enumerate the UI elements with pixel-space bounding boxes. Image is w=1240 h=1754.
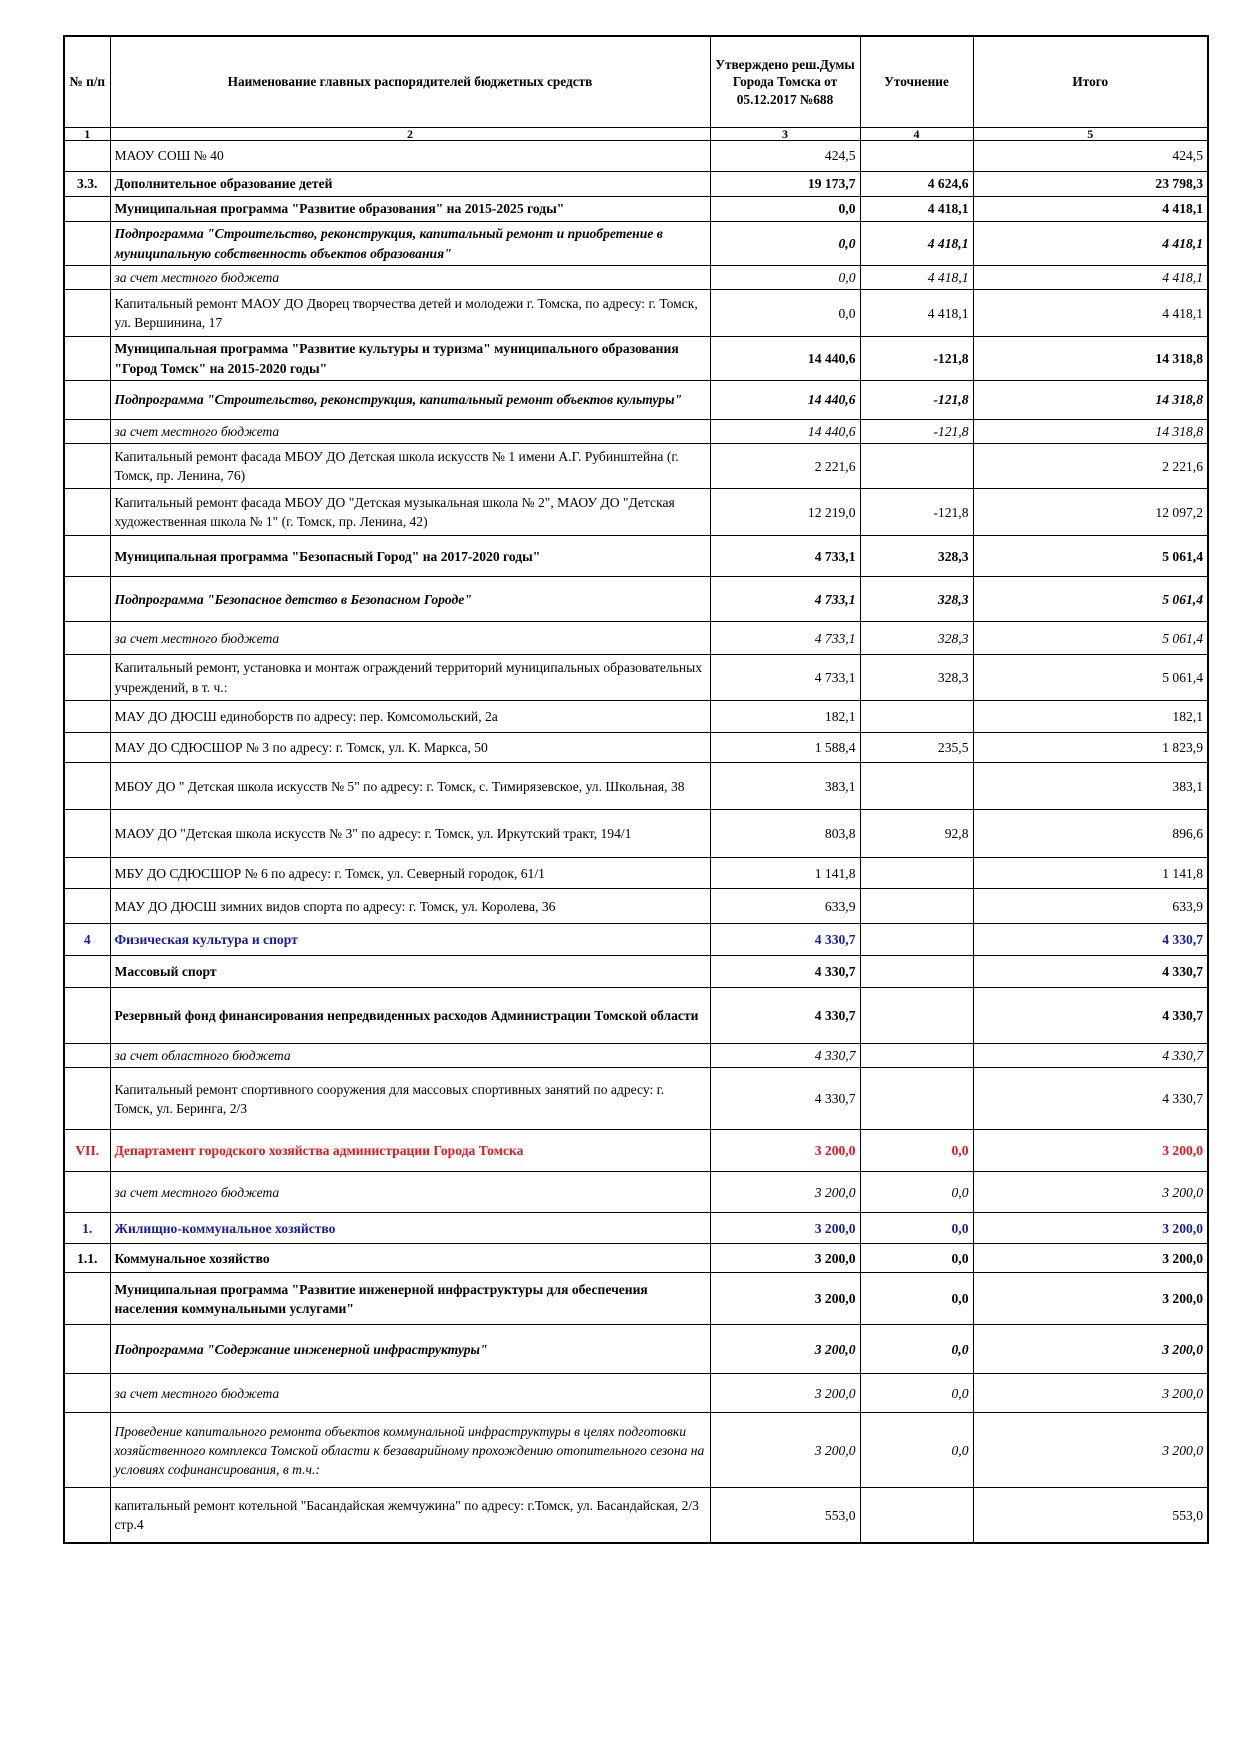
table-row [64,222,1208,266]
row-refinement-cell [860,858,973,889]
row-approved-cell: 14 440,6 [710,380,860,419]
row-total-cell: 3 200,0 [973,1325,1208,1374]
table-row [64,1172,1208,1213]
row-refinement-cell [860,1068,973,1130]
row-total-cell: 3 200,0 [973,1413,1208,1488]
row-approved-cell: 3 200,0 [710,1325,860,1374]
row-name-cell: Капитальный ремонт спортивного сооружения для массовых спортивных занятий по адресу: г. Томск, ул. Беринга, 2/3 [110,1068,710,1130]
row-approved-cell: 14 440,6 [710,419,860,443]
table-row [64,1130,1208,1172]
table-row [64,858,1208,889]
row-total-cell: 896,6 [973,810,1208,858]
row-refinement-cell: 0,0 [860,1213,973,1244]
table-row [64,1374,1208,1413]
table-row [64,1244,1208,1273]
row-refinement-cell [860,763,973,810]
row-total-cell: 2 221,6 [973,444,1208,489]
row-total-cell: 553,0 [973,1488,1208,1543]
row-refinement-cell: -121,8 [860,380,973,419]
row-total-cell: 3 200,0 [973,1273,1208,1325]
row-approved-cell: 2 221,6 [710,444,860,489]
row-num-cell [64,266,110,290]
row-num-cell: VII. [64,1130,110,1172]
row-num-cell [64,858,110,889]
row-total-cell: 633,9 [973,889,1208,924]
row-name-cell: Подпрограмма "Безопасное детство в Безопасном Городе" [110,577,710,622]
row-name-cell: за счет местного бюджета [110,419,710,443]
row-approved-cell: 633,9 [710,889,860,924]
row-name-cell: Подпрограмма "Строительство, реконструкция, капитальный ремонт и приобретение в муниципальную собственность объектов образования" [110,222,710,266]
row-name-cell: капитальный ремонт котельной "Басандайская жемчужина" по адресу: г.Томск, ул. Басандайская, 2/3 стр.4 [110,1488,710,1543]
row-num-cell [64,489,110,536]
row-approved-cell: 4 330,7 [710,924,860,956]
row-approved-cell: 424,5 [710,141,860,172]
row-total-cell: 4 330,7 [973,1068,1208,1130]
row-total-cell: 1 823,9 [973,733,1208,763]
row-total-cell: 4 418,1 [973,197,1208,222]
row-name-cell: Капитальный ремонт фасада МБОУ ДО "Детская музыкальная школа № 2", МАОУ ДО "Детская художественная школа № 1" (г. Томск, пр. Ленина, 42) [110,489,710,536]
row-num-cell [64,1044,110,1068]
row-name-cell: МАОУ СОШ № 40 [110,141,710,172]
row-num-cell [64,763,110,810]
table-row [64,536,1208,577]
row-refinement-cell [860,924,973,956]
table-row [64,419,1208,443]
budget-table [63,35,1209,1544]
table-row [64,1488,1208,1543]
row-name-cell: Муниципальная программа "Безопасный Город" на 2017-2020 годы" [110,536,710,577]
row-total-cell: 3 200,0 [973,1374,1208,1413]
row-refinement-cell [860,1044,973,1068]
row-approved-cell: 3 200,0 [710,1273,860,1325]
row-name-cell: Капитальный ремонт МАОУ ДО Дворец творчества детей и молодежи г. Томска, по адресу: г. Томск, ул. Вершинина, 17 [110,290,710,337]
row-num-cell: 1. [64,1213,110,1244]
table-row [64,889,1208,924]
row-refinement-cell: 235,5 [860,733,973,763]
row-approved-cell: 14 440,6 [710,337,860,381]
row-num-cell [64,1273,110,1325]
table-row [64,956,1208,988]
row-refinement-cell: 92,8 [860,810,973,858]
row-approved-cell: 4 330,7 [710,956,860,988]
row-refinement-cell: 0,0 [860,1413,973,1488]
row-num-cell [64,1488,110,1543]
row-name-cell: за счет местного бюджета [110,266,710,290]
table-row [64,197,1208,222]
table-row [64,701,1208,733]
row-name-cell: за счет местного бюджета [110,1172,710,1213]
table-row [64,577,1208,622]
row-approved-cell: 12 219,0 [710,489,860,536]
row-name-cell: Капитальный ремонт фасада МБОУ ДО Детская школа искусств № 1 имени А.Г. Рубинштейна (г. Томск, пр. Ленина, 76) [110,444,710,489]
row-approved-cell: 3 200,0 [710,1413,860,1488]
row-refinement-cell [860,956,973,988]
row-refinement-cell: 0,0 [860,1172,973,1213]
row-approved-cell: 3 200,0 [710,1244,860,1273]
row-name-cell: МАУ ДО СДЮСШОР № 3 по адресу: г. Томск, ул. К. Маркса, 50 [110,733,710,763]
table-row [64,1413,1208,1488]
row-num-cell [64,655,110,701]
table-row [64,622,1208,655]
row-refinement-cell [860,889,973,924]
col-number: 4 [860,128,973,141]
row-total-cell: 3 200,0 [973,1172,1208,1213]
table-row [64,733,1208,763]
row-approved-cell: 4 733,1 [710,622,860,655]
row-name-cell: Капитальный ремонт, установка и монтаж ограждений территорий муниципальных образовательных учреждений, в т. ч.: [110,655,710,701]
row-total-cell: 23 798,3 [973,172,1208,197]
row-approved-cell: 19 173,7 [710,172,860,197]
row-name-cell: МБОУ ДО " Детская школа искусств № 5" по адресу: г. Томск, с. Тимирязевское, ул. Школьная, 38 [110,763,710,810]
column-numbers-row [64,128,1208,141]
row-refinement-cell: 328,3 [860,622,973,655]
row-refinement-cell: 328,3 [860,655,973,701]
header-name: Наименование главных распорядителей бюджетных средств [110,36,710,128]
table-row [64,988,1208,1044]
row-refinement-cell: -121,8 [860,489,973,536]
col-number: 1 [64,128,110,141]
row-name-cell: МАУ ДО ДЮСШ зимних видов спорта по адресу: г. Томск, ул. Королева, 36 [110,889,710,924]
row-num-cell [64,222,110,266]
row-num-cell: 1.1. [64,1244,110,1273]
row-total-cell: 4 330,7 [973,1044,1208,1068]
row-approved-cell: 3 200,0 [710,1374,860,1413]
row-approved-cell: 0,0 [710,222,860,266]
table-row [64,810,1208,858]
row-num-cell [64,956,110,988]
row-total-cell: 5 061,4 [973,655,1208,701]
row-total-cell: 3 200,0 [973,1244,1208,1273]
row-total-cell: 4 330,7 [973,956,1208,988]
row-name-cell: за счет местного бюджета [110,622,710,655]
table-row [64,1273,1208,1325]
row-total-cell: 4 418,1 [973,266,1208,290]
row-approved-cell: 4 733,1 [710,577,860,622]
table-row [64,266,1208,290]
row-approved-cell: 383,1 [710,763,860,810]
table-header-row [64,36,1208,128]
row-num-cell [64,419,110,443]
table-row [64,1325,1208,1374]
row-approved-cell: 4 330,7 [710,988,860,1044]
row-total-cell: 424,5 [973,141,1208,172]
col-number: 5 [973,128,1208,141]
row-name-cell: Резервный фонд финансирования непредвиденных расходов Администрации Томской области [110,988,710,1044]
row-refinement-cell: 0,0 [860,1244,973,1273]
row-total-cell: 12 097,2 [973,489,1208,536]
row-num-cell: 3.3. [64,172,110,197]
row-num-cell [64,290,110,337]
row-total-cell: 4 418,1 [973,222,1208,266]
row-total-cell: 3 200,0 [973,1130,1208,1172]
row-approved-cell: 0,0 [710,266,860,290]
table-row [64,1213,1208,1244]
row-name-cell: Муниципальная программа "Развитие образования" на 2015-2025 годы" [110,197,710,222]
row-name-cell: за счет местного бюджета [110,1374,710,1413]
table-row [64,337,1208,381]
row-approved-cell: 553,0 [710,1488,860,1543]
row-refinement-cell: 328,3 [860,536,973,577]
row-name-cell: МАОУ ДО "Детская школа искусств № 3" по адресу: г. Томск, ул. Иркутский тракт, 194/1 [110,810,710,858]
row-approved-cell: 3 200,0 [710,1130,860,1172]
header-approved: Утверждено реш.Думы Города Томска от 05.12.2017 №688 [710,36,860,128]
row-num-cell [64,577,110,622]
row-name-cell: Массовый спорт [110,956,710,988]
table-row [64,290,1208,337]
row-approved-cell: 1 141,8 [710,858,860,889]
row-approved-cell: 0,0 [710,197,860,222]
row-refinement-cell: 4 624,6 [860,172,973,197]
row-total-cell: 4 418,1 [973,290,1208,337]
row-name-cell: Жилищно-коммунальное хозяйство [110,1213,710,1244]
row-refinement-cell: -121,8 [860,337,973,381]
row-approved-cell: 803,8 [710,810,860,858]
row-refinement-cell: 0,0 [860,1325,973,1374]
row-num-cell [64,810,110,858]
row-total-cell: 4 330,7 [973,924,1208,956]
row-total-cell: 383,1 [973,763,1208,810]
row-refinement-cell: 4 418,1 [860,197,973,222]
row-name-cell: Коммунальное хозяйство [110,1244,710,1273]
row-name-cell: Проведение капитального ремонта объектов коммунальной инфраструктуры в целях подготовки хозяйственного комплекса Томской области к безаварийному прохождению отопительного сезона на условиях софинансирования, в т.ч.: [110,1413,710,1488]
row-refinement-cell: 0,0 [860,1374,973,1413]
table-row [64,489,1208,536]
row-refinement-cell: 328,3 [860,577,973,622]
row-num-cell [64,141,110,172]
header-total: Итого [973,36,1208,128]
row-total-cell: 14 318,8 [973,380,1208,419]
row-total-cell: 5 061,4 [973,622,1208,655]
row-refinement-cell: 4 418,1 [860,266,973,290]
row-approved-cell: 3 200,0 [710,1172,860,1213]
row-name-cell: за счет областного бюджета [110,1044,710,1068]
row-approved-cell: 1 588,4 [710,733,860,763]
row-name-cell: Физическая культура и спорт [110,924,710,956]
row-refinement-cell [860,988,973,1044]
row-num-cell [64,1374,110,1413]
table-row [64,763,1208,810]
col-number: 3 [710,128,860,141]
table-row [64,924,1208,956]
row-name-cell: Подпрограмма "Строительство, реконструкция, капитальный ремонт объектов культуры" [110,380,710,419]
row-num-cell [64,1068,110,1130]
col-number: 2 [110,128,710,141]
row-refinement-cell [860,701,973,733]
header-num: № п/п [64,36,110,128]
table-row [64,1068,1208,1130]
row-name-cell: Дополнительное образование детей [110,172,710,197]
row-num-cell [64,197,110,222]
row-approved-cell: 4 330,7 [710,1068,860,1130]
row-num-cell [64,1325,110,1374]
row-total-cell: 14 318,8 [973,419,1208,443]
row-num-cell [64,733,110,763]
row-refinement-cell: -121,8 [860,419,973,443]
table-row [64,141,1208,172]
table-row [64,444,1208,489]
row-refinement-cell [860,141,973,172]
row-total-cell: 4 330,7 [973,988,1208,1044]
row-num-cell [64,536,110,577]
row-name-cell: МБУ ДО СДЮСШОР № 6 по адресу: г. Томск, ул. Северный городок, 61/1 [110,858,710,889]
row-total-cell: 1 141,8 [973,858,1208,889]
row-num-cell [64,1172,110,1213]
row-name-cell: Подпрограмма "Содержание инженерной инфраструктуры" [110,1325,710,1374]
row-refinement-cell [860,1488,973,1543]
header-refinement: Уточнение [860,36,973,128]
row-num-cell [64,444,110,489]
row-num-cell: 4 [64,924,110,956]
table-row [64,655,1208,701]
row-num-cell [64,380,110,419]
row-approved-cell: 4 733,1 [710,536,860,577]
table-row [64,380,1208,419]
row-approved-cell: 4 733,1 [710,655,860,701]
row-refinement-cell: 4 418,1 [860,290,973,337]
table-row [64,1044,1208,1068]
row-total-cell: 5 061,4 [973,577,1208,622]
table-row [64,172,1208,197]
row-refinement-cell [860,444,973,489]
row-refinement-cell: 4 418,1 [860,222,973,266]
row-num-cell [64,988,110,1044]
row-approved-cell: 3 200,0 [710,1213,860,1244]
row-approved-cell: 0,0 [710,290,860,337]
row-name-cell: Муниципальная программа "Развитие культуры и туризма" муниципального образования "Город Томск" на 2015-2020 годы" [110,337,710,381]
row-total-cell: 5 061,4 [973,536,1208,577]
row-num-cell [64,622,110,655]
row-refinement-cell: 0,0 [860,1130,973,1172]
row-total-cell: 14 318,8 [973,337,1208,381]
row-total-cell: 3 200,0 [973,1213,1208,1244]
row-approved-cell: 4 330,7 [710,1044,860,1068]
row-name-cell: МАУ ДО ДЮСШ единоборств по адресу: пер. Комсомольский, 2а [110,701,710,733]
row-num-cell [64,337,110,381]
row-refinement-cell: 0,0 [860,1273,973,1325]
row-total-cell: 182,1 [973,701,1208,733]
row-approved-cell: 182,1 [710,701,860,733]
row-name-cell: Департамент городского хозяйства администрации Города Томска [110,1130,710,1172]
row-num-cell [64,1413,110,1488]
row-name-cell: Муниципальная программа "Развитие инженерной инфраструктуры для обеспечения населения коммунальными услугами" [110,1273,710,1325]
row-num-cell [64,701,110,733]
row-num-cell [64,889,110,924]
